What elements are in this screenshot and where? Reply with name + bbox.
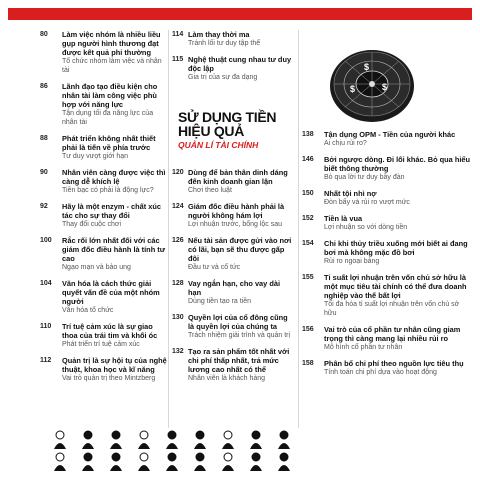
page-number: 124 (172, 203, 184, 210)
entry-title: Làm việc nhóm là nhiều liều gụp người hình thương đạt được kết quả phi thường (62, 30, 161, 57)
toc-entry (40, 356, 168, 383)
entry-subtitle: Đòn bẩy và rủi ro vượt mức (324, 199, 410, 206)
toc-entry (302, 155, 472, 182)
entry-title: Giám đốc điều hành phải là người không hám lợi (188, 202, 285, 220)
page-number: 88 (40, 135, 48, 142)
page-number: 158 (302, 360, 314, 367)
toc-entry (40, 202, 168, 229)
person-icon (110, 431, 122, 449)
page-number: 132 (172, 348, 184, 355)
entry-title: Phát triển không nhất thiết phải là tiến về phía trước (62, 134, 156, 152)
entry-subtitle: Văn hóa tổ chức (62, 307, 114, 314)
lightbulb-head-person-icon (138, 453, 150, 471)
entry-subtitle: Tiền bạc có phải là động lực? (62, 187, 154, 194)
entry-title: Tiền là vua (324, 214, 363, 223)
page-number: 112 (40, 357, 52, 364)
entry-title: Nhất tội nhì nợ (324, 189, 377, 198)
toc-entry (172, 279, 292, 306)
page-number: 156 (302, 326, 314, 333)
page-number: 154 (302, 240, 314, 247)
toc-entry (172, 236, 292, 272)
entry-title: Tạo ra sản phẩm tốt nhất với chi phí thấp nhất, trả mức lương cao nhất có thể (188, 347, 290, 374)
toc-entry (40, 236, 168, 272)
page-number: 86 (40, 83, 48, 90)
person-icon (250, 431, 262, 449)
entry-subtitle: Tổ chức nhóm làm việc và nhân tài (62, 58, 162, 74)
toc-entry (302, 189, 472, 207)
person-icon (110, 453, 122, 471)
entry-title: Rắc rối lớn nhất đối với các giám đốc điều hành là tính tư cao (62, 236, 166, 263)
entry-title: Phân bổ chi phí theo nguồn lực tiêu thụ (324, 359, 464, 368)
entry-title: Dùng để bản thân dinh dáng đến kinh doanh gian lận (188, 168, 288, 186)
entry-subtitle: Phát triển trí tuệ cảm xúc (62, 341, 140, 348)
entry-subtitle: Tính toán chi phí dựa vào hoạt động (324, 369, 437, 376)
entry-subtitle: Ai chịu rủi ro? (324, 140, 367, 147)
person-icon (82, 453, 94, 471)
section-header (178, 110, 298, 150)
page-number: 126 (172, 237, 184, 244)
entry-subtitle: Tư duy vượt giới hạn (62, 153, 129, 160)
page-number: 115 (172, 56, 184, 63)
toc-entry (302, 130, 472, 148)
toc-entry (40, 279, 168, 315)
page-number: 150 (302, 190, 314, 197)
entry-title: Văn hóa là cách thức giải quyết vấn đề của một nhóm người (62, 279, 160, 306)
toc-entry (40, 82, 168, 127)
entry-subtitle: Thay đổi cuộc chơi (62, 221, 122, 228)
toc-column-2b (172, 168, 292, 390)
page-number: 100 (40, 237, 52, 244)
person-icon (250, 453, 262, 471)
person-icon (82, 431, 94, 449)
page-number: 90 (40, 169, 48, 176)
page-number: 128 (172, 280, 184, 287)
page-number: 155 (302, 274, 314, 281)
svg-text:$: $ (364, 62, 370, 72)
toc-entry (172, 313, 292, 340)
entry-subtitle: Bỏ qua lời tư duy bầy đàn (324, 174, 405, 181)
toc-column-2a (172, 30, 292, 89)
column-divider (168, 30, 169, 428)
entry-title: Quyền lợi của cổ đông cũng là quyền lợi của chúng ta (188, 313, 288, 331)
entry-title: Làm thay thời ma (188, 30, 250, 39)
page-number: 138 (302, 131, 314, 138)
entry-title: Trí tuệ cảm xúc là sự giao thoa của trái tim và khối óc (62, 322, 158, 340)
page-number: 152 (302, 215, 314, 222)
entry-subtitle: Lợi nhuận trước, bổng lộc sau (188, 221, 283, 228)
toc-entry (302, 325, 472, 352)
entry-subtitle: Ngạo mạn và bảo ung (62, 264, 131, 271)
entry-subtitle: Đầu tư và cổ tức (188, 264, 241, 271)
entry-subtitle: Rủi ro ngoại bảng (324, 258, 380, 265)
toc-entry (172, 202, 292, 229)
column-divider (298, 30, 299, 428)
page-number: 80 (40, 31, 48, 38)
toc-entry (302, 359, 472, 377)
toc-entry (40, 322, 168, 349)
page-number: 146 (302, 156, 314, 163)
toc-entry (172, 347, 292, 383)
entry-title: Tỉ suất lợi nhuận trên vốn chủ sở hữu là một mục tiêu tài chính có thể đưa doanh nghiệp vào thế bất lợi (324, 273, 467, 300)
people-lightbulb-icons (50, 430, 300, 472)
section-title: SỬ DỤNG TIỀN HIỆU QUẢ (178, 109, 277, 139)
entry-title: Nghệ thuật cung nhau tư duy độc lập (188, 55, 292, 73)
person-icon (194, 453, 206, 471)
toc-entry (40, 134, 168, 161)
entry-subtitle: Nhân viên là khách hàng (188, 375, 266, 382)
entry-subtitle: Mô hình cổ phần tư nhân (324, 344, 403, 351)
entry-subtitle: Lợi nhuận so với dòng tiền (324, 224, 408, 231)
page-number: 114 (172, 31, 184, 38)
entry-title: Lãnh đạo tạo điều kiện cho nhân tài làm công việc phù hợp với năng lực (62, 82, 158, 109)
entry-title: Vay ngắn hạn, cho vay dài hạn (188, 279, 281, 297)
entry-subtitle: Dùng tiền tạo ra tiền (188, 298, 252, 305)
entry-title: Vai trò của cổ phần tư nhân cũng giam trọng thì càng mang lại nhiều rủi ro (324, 325, 461, 343)
entry-subtitle: Gia trị của sự đa dạng (188, 74, 258, 81)
person-icon (278, 431, 290, 449)
toc-entry (302, 214, 472, 232)
person-icon (194, 431, 206, 449)
toc-entry (40, 30, 168, 75)
toc-entry (172, 55, 292, 82)
page-number: 120 (172, 169, 184, 176)
entry-subtitle: Chơi theo luật (188, 187, 232, 194)
entry-subtitle: Tối đa hóa tỉ suất lợi nhuận trên vốn chủ sở hữu (324, 301, 460, 317)
toc-entry (302, 239, 472, 266)
top-red-bar (8, 8, 472, 20)
page-number: 130 (172, 314, 184, 321)
page-number: 110 (40, 323, 52, 330)
toc-entry (172, 168, 292, 195)
page-number: 104 (40, 280, 52, 287)
entry-title: Tận dụng OPM - Tiền của người khác (324, 130, 456, 139)
lightbulb-head-person-icon (222, 453, 234, 471)
entry-title: Quản trị là sự hội tụ của nghệ thuật, khoa học và kĩ năng (62, 356, 167, 374)
entry-title: Bởi ngược dòng. Đi lối khác. Bỏ qua hiểu biết thông thường (324, 155, 471, 173)
entry-subtitle: Trách nhiệm giải trình và quản trị (188, 332, 291, 339)
person-icon (166, 431, 178, 449)
roulette-wheel-illustration (328, 40, 416, 128)
person-icon (166, 453, 178, 471)
lightbulb-head-person-icon (54, 453, 66, 471)
entry-subtitle: Vai trò quản trị theo Mintzberg (62, 375, 156, 382)
entry-title: Chi khi thủy triều xuống mới biết ai đang bơi mà không mặc đồ bơi (324, 239, 468, 257)
svg-text:$: $ (350, 84, 356, 94)
lightbulb-head-person-icon (54, 431, 66, 449)
entry-subtitle: Tận dụng tối đa năng lực của nhân tài (62, 110, 154, 126)
page-number: 92 (40, 203, 48, 210)
entry-title: Nếu tài sản được gửi vào nơi có lãi, bạn sẽ thu được gấp đôi (188, 236, 292, 263)
toc-column-1 (40, 30, 168, 390)
entry-title: Hãy là một enzym - chất xúc tác cho sự thay đổi (62, 202, 161, 220)
lightbulb-head-person-icon (138, 431, 150, 449)
person-icon (278, 453, 290, 471)
toc-entry (40, 168, 168, 195)
section-subtitle: QUẢN LÍ TÀI CHÍNH (178, 140, 259, 150)
lightbulb-head-person-icon (222, 431, 234, 449)
svg-text:$: $ (382, 82, 388, 92)
toc-entry (302, 273, 472, 318)
toc-entry (172, 30, 292, 48)
entry-subtitle: Tránh lối tư duy tập thể (188, 40, 261, 47)
toc-column-3 (302, 130, 472, 384)
entry-title: Nhân viên càng được việc thì càng dễ khích lệ (62, 168, 166, 186)
